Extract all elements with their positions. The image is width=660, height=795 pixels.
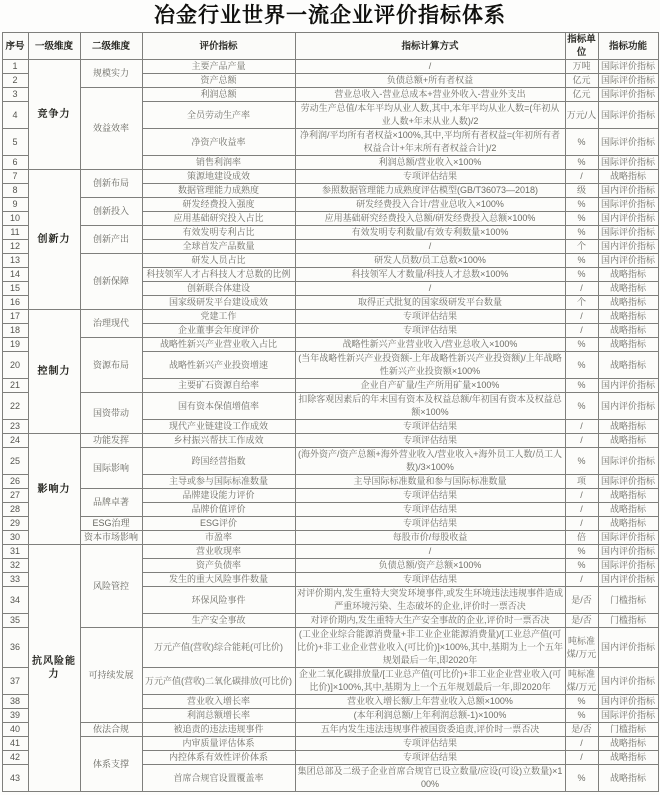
serial-cell: 17 — [2, 310, 28, 324]
formula-cell: 专项评估结果 — [295, 517, 565, 531]
table-row — [2, 393, 658, 420]
formula-cell: / — [295, 60, 565, 74]
function-cell: 国内评价指标 — [598, 545, 658, 559]
unit-cell: % — [565, 765, 598, 792]
function-cell: 战略指标 — [598, 268, 658, 282]
serial-cell: 9 — [2, 198, 28, 212]
unit-cell: 倍 — [565, 531, 598, 545]
unit-cell: % — [565, 254, 598, 268]
formula-cell: 战略性新兴产业营业收入/营业总收入×100% — [295, 338, 565, 352]
unit-cell: / — [565, 737, 598, 751]
indicator-cell: 主要产品产量 — [142, 60, 295, 74]
dim2-cell: 规模实力 — [80, 60, 142, 88]
header-function: 指标功能 — [598, 33, 658, 60]
serial-cell: 33 — [2, 573, 28, 587]
unit-cell: % — [565, 448, 598, 475]
unit-cell: % — [565, 709, 598, 723]
dim2-cell: 效益效率 — [80, 88, 142, 170]
function-cell: 国内评价指标 — [598, 212, 658, 226]
serial-cell: 41 — [2, 737, 28, 751]
formula-cell: 净利润/平均所有者权益×100%,其中,平均所有者权益=(年初所有者权益合计+年末所有者权益合计)/2 — [295, 129, 565, 156]
formula-cell: 专项评估结果 — [295, 573, 565, 587]
function-cell: 国际评价指标 — [598, 198, 658, 212]
serial-cell: 40 — [2, 723, 28, 737]
indicator-cell: 内审质量评估体系 — [142, 737, 295, 751]
unit-cell: / — [565, 310, 598, 324]
dim1-cell: 控制力 — [28, 310, 80, 434]
unit-cell: % — [565, 559, 598, 573]
formula-cell: 专项评估结果 — [295, 434, 565, 448]
formula-cell: 对评价期内,发生重特大生产安全事故的企业,评价时一票否决 — [295, 614, 565, 628]
serial-cell: 26 — [2, 475, 28, 489]
indicator-cell: 生产安全事故 — [142, 614, 295, 628]
unit-cell: 亿元 — [565, 88, 598, 102]
indicator-cell: 企业董事会年度评价 — [142, 324, 295, 338]
serial-cell: 42 — [2, 751, 28, 765]
dim2-cell: 国资带动 — [80, 393, 142, 434]
table-row — [2, 723, 658, 737]
dim2-cell: 功能发挥 — [80, 434, 142, 448]
formula-cell: 专项评估结果 — [295, 737, 565, 751]
table-row — [2, 434, 658, 448]
dim2-cell: ESG治理 — [80, 517, 142, 531]
unit-cell: 级 — [565, 184, 598, 198]
function-cell: 国内评价指标 — [598, 695, 658, 709]
serial-cell: 39 — [2, 709, 28, 723]
dim2-cell: 创新投入 — [80, 198, 142, 226]
indicator-cell: 被追责的违法违规事件 — [142, 723, 295, 737]
indicator-cell: 资产总额 — [142, 74, 295, 88]
function-cell: 战略指标 — [598, 434, 658, 448]
function-cell: 国内评价指标 — [598, 628, 658, 668]
indicator-cell: 研发经费投入强度 — [142, 198, 295, 212]
table-row — [2, 198, 658, 212]
formula-cell: 对评价期内,发生重特大突发环境事件,或发生环境违法违规事件造成严重环境污染、生态破坏的企业,评价时一票否决 — [295, 587, 565, 614]
function-cell: 战略指标 — [598, 296, 658, 310]
function-cell: 国际评价指标 — [598, 226, 658, 240]
unit-cell: 个 — [565, 240, 598, 254]
formula-cell: 专项评估结果 — [295, 170, 565, 184]
indicator-cell: 品牌价值评价 — [142, 503, 295, 517]
unit-cell: / — [565, 503, 598, 517]
serial-cell: 1 — [2, 60, 28, 74]
table-row — [2, 310, 658, 324]
dim2-cell: 创新布局 — [80, 170, 142, 198]
table-body — [2, 60, 658, 792]
serial-cell: 15 — [2, 282, 28, 296]
header-formula: 指标计算方式 — [295, 33, 565, 60]
serial-cell: 3 — [2, 88, 28, 102]
serial-cell: 25 — [2, 448, 28, 475]
function-cell: 国内评价指标 — [598, 184, 658, 198]
formula-cell: 营业收入增长额/上年营业收入总额×100% — [295, 695, 565, 709]
dim2-cell: 可持续发展 — [80, 628, 142, 723]
serial-cell: 31 — [2, 545, 28, 559]
indicator-cell: 销售利润率 — [142, 156, 295, 170]
serial-cell: 30 — [2, 531, 28, 545]
function-cell: 战略指标 — [598, 517, 658, 531]
unit-cell: 万吨 — [565, 60, 598, 74]
unit-cell: % — [565, 695, 598, 709]
function-cell: 国内评价指标 — [598, 254, 658, 268]
unit-cell: % — [565, 268, 598, 282]
unit-cell: % — [565, 129, 598, 156]
serial-cell: 7 — [2, 170, 28, 184]
formula-cell: 负债总额+所有者权益 — [295, 74, 565, 88]
function-cell: 战略指标 — [598, 282, 658, 296]
unit-cell: 吨标准煤/万元 — [565, 628, 598, 668]
table-row — [2, 737, 658, 751]
indicator-cell: 发生的重大风险事件数量 — [142, 573, 295, 587]
indicator-cell: 内控体系有效性评价体系 — [142, 751, 295, 765]
header-unit: 指标单位 — [565, 33, 598, 60]
unit-cell: % — [565, 226, 598, 240]
function-cell: 战略指标 — [598, 489, 658, 503]
serial-cell: 24 — [2, 434, 28, 448]
header-dim1: 一级维度 — [28, 33, 80, 60]
indicator-cell: 战略性新兴产业营业收入占比 — [142, 338, 295, 352]
indicator-cell: 跨国经营指数 — [142, 448, 295, 475]
indicator-cell: 首席合规官设置覆盖率 — [142, 765, 295, 792]
formula-cell: 参照数据管理能力成熟度评估模型(GB/T36073—2018) — [295, 184, 565, 198]
unit-cell: / — [565, 170, 598, 184]
formula-cell: 有效发明专利数量/有效专利数量×100% — [295, 226, 565, 240]
formula-cell: 利润总额/营业收入×100% — [295, 156, 565, 170]
function-cell: 战略指标 — [598, 765, 658, 792]
page-title: 冶金行业世界一流企业评价指标体系 — [154, 4, 506, 27]
indicator-cell: ESG评价 — [142, 517, 295, 531]
header-indicator: 评价指标 — [142, 33, 295, 60]
indicator-cell: 研发人员占比 — [142, 254, 295, 268]
serial-cell: 23 — [2, 420, 28, 434]
table-row — [2, 531, 658, 545]
unit-cell: 是/否 — [565, 587, 598, 614]
formula-cell: (海外资产/资产总额+海外营业收入/营业收入+海外员工人数/员工人数)/3×100% — [295, 448, 565, 475]
serial-cell: 27 — [2, 489, 28, 503]
serial-cell: 2 — [2, 74, 28, 88]
function-cell: 国际评价指标 — [598, 709, 658, 723]
formula-cell: 研发经费投入合计/营业总收入×100% — [295, 198, 565, 212]
unit-cell: 吨标准煤/万元 — [565, 668, 598, 695]
serial-cell: 36 — [2, 628, 28, 668]
function-cell: 国内评价指标 — [598, 668, 658, 695]
formula-cell: 企业二氧化碳排放量/[工业总产值(可比价)+非工业企业营业收入(可比价)]×100%,其中,基期为上一个五年规划最后一年,即2020年 — [295, 668, 565, 695]
function-cell: 战略指标 — [598, 420, 658, 434]
function-cell: 国内评价指标 — [598, 573, 658, 587]
formula-cell: 专项评估结果 — [295, 324, 565, 338]
formula-cell: 专项评估结果 — [295, 751, 565, 765]
formula-cell: 研发人员数/员工总数×100% — [295, 254, 565, 268]
table-row — [2, 448, 658, 475]
table-row — [2, 517, 658, 531]
serial-cell: 13 — [2, 254, 28, 268]
unit-cell: 个 — [565, 296, 598, 310]
function-cell: 战略指标 — [598, 338, 658, 352]
unit-cell: / — [565, 489, 598, 503]
serial-cell: 38 — [2, 695, 28, 709]
dim2-cell: 品牌卓著 — [80, 489, 142, 517]
serial-cell: 35 — [2, 614, 28, 628]
dim1-cell: 竞争力 — [28, 60, 80, 170]
formula-cell: (工业企业综合能源消费量+非工业企业能源消费量)/[工业总产值(可比价)+非工业企业营业收入(可比价)]×100%,其中,基期为上一个五年规划最后一年,即2020年 — [295, 628, 565, 668]
dim2-cell: 依法合规 — [80, 723, 142, 737]
serial-cell: 4 — [2, 102, 28, 129]
unit-cell: / — [565, 434, 598, 448]
indicator-cell: 策源地建设成效 — [142, 170, 295, 184]
formula-cell: 专项评估结果 — [295, 489, 565, 503]
serial-cell: 14 — [2, 268, 28, 282]
formula-cell: 科技领军人才数量/科技人才总数×100% — [295, 268, 565, 282]
unit-cell: / — [565, 324, 598, 338]
unit-cell: / — [565, 517, 598, 531]
function-cell: 战略指标 — [598, 751, 658, 765]
function-cell: 门槛指标 — [598, 587, 658, 614]
unit-cell: % — [565, 352, 598, 379]
indicator-cell: 净资产收益率 — [142, 129, 295, 156]
indicator-cell: 利润总额 — [142, 88, 295, 102]
function-cell: 战略指标 — [598, 324, 658, 338]
serial-cell: 21 — [2, 379, 28, 393]
indicator-cell: 主导或参与国际标准数量 — [142, 475, 295, 489]
dim2-cell: 资源布局 — [80, 338, 142, 393]
dim2-cell: 创新保障 — [80, 254, 142, 310]
dim2-cell: 创新产出 — [80, 226, 142, 254]
formula-cell: 集团总部及二级子企业首席合规官已设立数量/应设(可设)立数量)×100% — [295, 765, 565, 792]
function-cell: 门槛指标 — [598, 723, 658, 737]
indicator-cell: 营业收现率 — [142, 545, 295, 559]
unit-cell: 是/否 — [565, 614, 598, 628]
indicator-cell: 资产负债率 — [142, 559, 295, 573]
serial-cell: 5 — [2, 129, 28, 156]
dim2-cell: 体系支撑 — [80, 737, 142, 792]
function-cell: 国内评价指标 — [598, 379, 658, 393]
formula-cell: (当年战略性新兴产业投资额-上年战略性新兴产业投资额)/上年战略性新兴产业投资额×100% — [295, 352, 565, 379]
dim2-cell: 资本市场影响 — [80, 531, 142, 545]
indicator-cell: 国家级研发平台建设成效 — [142, 296, 295, 310]
serial-cell: 20 — [2, 352, 28, 379]
function-cell: 国际评价指标 — [598, 129, 658, 156]
table-row — [2, 60, 658, 74]
unit-cell: % — [565, 379, 598, 393]
unit-cell: % — [565, 198, 598, 212]
unit-cell: % — [565, 338, 598, 352]
dim2-cell: 国际影响 — [80, 448, 142, 489]
serial-cell: 37 — [2, 668, 28, 695]
unit-cell: % — [565, 393, 598, 420]
indicator-table — [2, 32, 659, 792]
unit-cell: 亿元 — [565, 74, 598, 88]
serial-cell: 6 — [2, 156, 28, 170]
table-row — [2, 338, 658, 352]
indicator-cell: 利润总额增长率 — [142, 709, 295, 723]
header-row — [2, 33, 658, 60]
indicator-cell: 国有资本保值增值率 — [142, 393, 295, 420]
indicator-cell: 党建工作 — [142, 310, 295, 324]
serial-cell: 19 — [2, 338, 28, 352]
indicator-cell: 市盈率 — [142, 531, 295, 545]
unit-cell: % — [565, 156, 598, 170]
unit-cell: 是/否 — [565, 723, 598, 737]
indicator-cell: 战略性新兴产业投资增速 — [142, 352, 295, 379]
serial-cell: 43 — [2, 765, 28, 792]
header-dim2: 二级维度 — [80, 33, 142, 60]
function-cell: 国际评价指标 — [598, 559, 658, 573]
function-cell: 国际评价指标 — [598, 156, 658, 170]
function-cell: 国际评价指标 — [598, 475, 658, 489]
formula-cell: 应用基础研究经费投入总额/研发经费投入总额×100% — [295, 212, 565, 226]
indicator-cell: 应用基础研究投入占比 — [142, 212, 295, 226]
formula-cell: (本年利润总额/上年利润总额-1)×100% — [295, 709, 565, 723]
formula-cell: / — [295, 545, 565, 559]
table-row — [2, 170, 658, 184]
table-row — [2, 628, 658, 668]
formula-cell: 取得正式批复的国家级研发平台数量 — [295, 296, 565, 310]
indicator-cell: 万元产值(营收)二氧化碳排放(可比价) — [142, 668, 295, 695]
formula-cell: 营业总收入-营业总成本+营业外收入-营业外支出 — [295, 88, 565, 102]
serial-cell: 10 — [2, 212, 28, 226]
unit-cell: / — [565, 420, 598, 434]
indicator-cell: 全球首发产品数量 — [142, 240, 295, 254]
formula-cell: 每股市价/每股收益 — [295, 531, 565, 545]
formula-cell: 五年内发生违法违规事件被国资委追责,评价时一票否决 — [295, 723, 565, 737]
function-cell: 战略指标 — [598, 170, 658, 184]
function-cell: 国际评价指标 — [598, 448, 658, 475]
indicator-cell: 主要矿石资源自给率 — [142, 379, 295, 393]
formula-cell: 劳动生产总值/本年平均从业人数,其中,本年平均从业人数=(年初从业人数+年末从业人数)/2 — [295, 102, 565, 129]
indicator-cell: 万元产值(营收)综合能耗(可比价) — [142, 628, 295, 668]
serial-cell: 8 — [2, 184, 28, 198]
formula-cell: 扣除客观因素后的年末国有资本及权益总额/年初国有资本及权益总额×100% — [295, 393, 565, 420]
unit-cell: % — [565, 212, 598, 226]
serial-cell: 29 — [2, 517, 28, 531]
function-cell: 国际评价指标 — [598, 88, 658, 102]
formula-cell: 主导国际标准数量和参与国际标准数量 — [295, 475, 565, 489]
function-cell: 国内评价指标 — [598, 240, 658, 254]
unit-cell: 万元/人 — [565, 102, 598, 129]
dim1-cell: 创新力 — [28, 170, 80, 310]
formula-cell: 负债总额/资产总额×100% — [295, 559, 565, 573]
serial-cell: 22 — [2, 393, 28, 420]
header-serial: 序号 — [2, 33, 28, 60]
indicator-cell: 数据管理能力成熟度 — [142, 184, 295, 198]
serial-cell: 34 — [2, 587, 28, 614]
formula-cell: / — [295, 282, 565, 296]
indicator-cell: 科技领军人才占科技人才总数的比例 — [142, 268, 295, 282]
indicator-cell: 品牌建设能力评价 — [142, 489, 295, 503]
function-cell: 国际评价指标 — [598, 60, 658, 74]
indicator-cell: 乡村振兴帮扶工作成效 — [142, 434, 295, 448]
indicator-cell: 营业收入增长率 — [142, 695, 295, 709]
indicator-cell: 现代产业链建设工作成效 — [142, 420, 295, 434]
serial-cell: 32 — [2, 559, 28, 573]
dim2-cell: 治理现代 — [80, 310, 142, 338]
function-cell: 战略指标 — [598, 310, 658, 324]
formula-cell: 企业自产矿量/生产所用矿量×100% — [295, 379, 565, 393]
function-cell: 国际评价指标 — [598, 531, 658, 545]
unit-cell: / — [565, 573, 598, 587]
table-row — [2, 226, 658, 240]
indicator-cell: 有效发明专利占比 — [142, 226, 295, 240]
table-row — [2, 254, 658, 268]
dim1-cell: 影响力 — [28, 434, 80, 545]
table-row — [2, 545, 658, 559]
unit-cell: / — [565, 282, 598, 296]
function-cell: 国际评价指标 — [598, 102, 658, 129]
indicator-cell: 全员劳动生产率 — [142, 102, 295, 129]
function-cell: 战略指标 — [598, 737, 658, 751]
formula-cell: 专项评估结果 — [295, 503, 565, 517]
formula-cell: 专项评估结果 — [295, 420, 565, 434]
indicator-cell: 创新联合体建设 — [142, 282, 295, 296]
unit-cell: 项 — [565, 475, 598, 489]
dim2-cell: 风险管控 — [80, 545, 142, 628]
table-row — [2, 489, 658, 503]
table-row — [2, 88, 658, 102]
serial-cell: 28 — [2, 503, 28, 517]
formula-cell: / — [295, 240, 565, 254]
function-cell: 门槛指标 — [598, 614, 658, 628]
serial-cell: 12 — [2, 240, 28, 254]
function-cell: 国际评价指标 — [598, 74, 658, 88]
unit-cell: % — [565, 545, 598, 559]
serial-cell: 11 — [2, 226, 28, 240]
indicator-cell: 环保风险事件 — [142, 587, 295, 614]
serial-cell: 16 — [2, 296, 28, 310]
serial-cell: 18 — [2, 324, 28, 338]
function-cell: 国内评价指标 — [598, 393, 658, 420]
function-cell: 战略指标 — [598, 503, 658, 517]
formula-cell: 专项评估结果 — [295, 310, 565, 324]
function-cell: 战略指标 — [598, 352, 658, 379]
dim1-cell: 抗风险能力 — [28, 545, 80, 792]
unit-cell: / — [565, 751, 598, 765]
